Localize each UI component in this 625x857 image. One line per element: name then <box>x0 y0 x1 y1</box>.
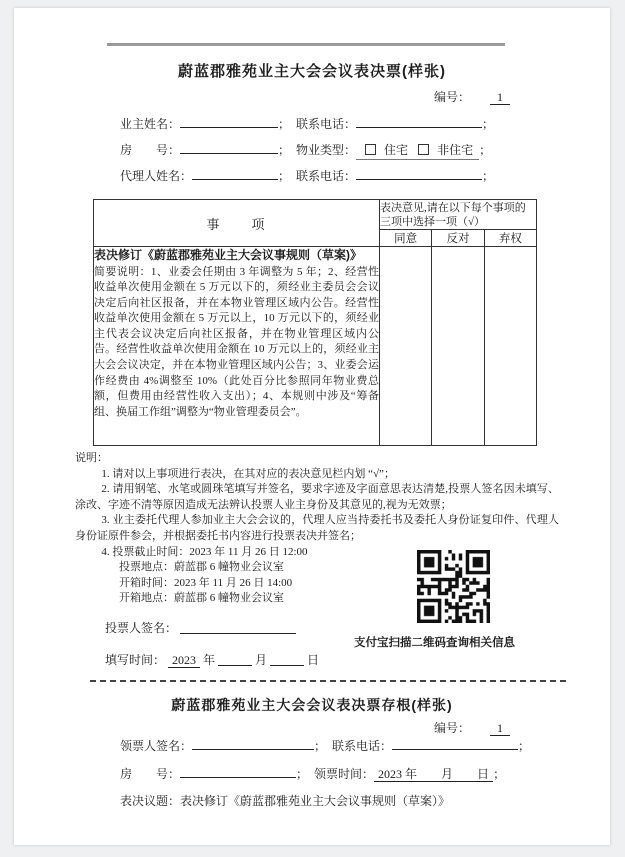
punct: ； <box>314 738 327 753</box>
option-header-abstain: 弃权 <box>484 230 536 247</box>
property-type-label: 物业类型： <box>296 143 357 157</box>
punct: ； <box>296 766 309 781</box>
owner-name-label: 业主姓名： <box>120 117 181 131</box>
vote-cell-oppose <box>432 247 484 446</box>
phone-label: 联系电话： <box>296 117 357 131</box>
owner-name-row <box>120 114 610 140</box>
note-sub-item: 开箱时间：2023 年 11 月 26 日 14:00 <box>119 576 293 589</box>
checkbox-non-residential <box>418 144 429 155</box>
topic-value: 表决修订《蔚蓝郡雅苑业主大会议事规则（草案）》 <box>180 793 451 808</box>
vote-item-description: 简要说明：1、业委会任期由 3 年调整为 5 年；2、经营性收益单次使用金额在 5 万元以下的，须经业主委员会会议决定后向社区报备，并在本物业管理区域内公告。经营性收益单次使用金额在 5 万元以上，10 万元以下的，须经业主代表会议决定后向社区报备，并在物业管理区域内公告。经营性收益单次使用金额在 10 万元以上的，须经业主大会会议决定，并在本物业管理区域内公告；3、业委会运作经费由 4%调整至 10%（此处百分比参照同年物业费总额，但费用由经营性收入支出）；4、本规则中涉及“筹备组、换届工作组”调整为“物业管理委员会”。 <box>94 265 379 418</box>
page-top-rule <box>107 43 505 46</box>
ballot-page <box>14 8 610 845</box>
option-header-oppose: 反对 <box>432 230 484 247</box>
agent-name-row <box>120 166 610 192</box>
room-row <box>120 140 610 166</box>
ballot-serial-row <box>14 88 610 105</box>
room-blank <box>180 140 278 154</box>
stub-serial-row <box>14 719 610 736</box>
vote-table <box>93 199 537 446</box>
punct: ； <box>278 117 291 131</box>
punct: ； <box>518 738 531 753</box>
room-label: 房 号： <box>120 143 181 157</box>
stub-serial-value: 1 <box>490 722 510 736</box>
receiver-sign-row <box>120 736 610 764</box>
vote-cell-abstain <box>484 247 536 446</box>
note-item: 2. 请用钢笔、水笔或圆珠笔填写并签名，要求字迹及字面意思表达清楚,投票人签名因未填写、涂改、字迹不清等原因造成无法辨认投票人业主身份及其意见的,视为无效票； <box>75 483 559 511</box>
vote-item-cell <box>94 247 380 446</box>
option-header-agree: 同意 <box>380 230 432 247</box>
day-unit: 日 <box>307 652 320 667</box>
agent-name-label: 代理人姓名： <box>120 169 193 183</box>
stub-title: 蔚蓝郡雅苑业主大会会议表决票存根(样张) <box>171 696 453 713</box>
note-item: 4. 投票截止时间：2023 年 11 月 26 日 12:00 <box>101 545 308 558</box>
topic-label: 表决议题： <box>120 793 181 808</box>
punct: ； <box>482 169 495 183</box>
note-item: 1. 请对以上事项进行表决，在其对应的表决意见栏内划 “√”； <box>101 467 395 480</box>
punct: ； <box>493 766 506 781</box>
checkbox-residential-label: 住宅 <box>384 143 409 157</box>
stub-form <box>14 736 610 820</box>
ballot-form <box>14 114 610 192</box>
fill-year-value: 2023 <box>168 654 200 668</box>
stub-phone-blank <box>392 736 518 750</box>
punct: ； <box>482 117 495 131</box>
voter-sign-blank <box>180 620 296 634</box>
fill-month-blank <box>218 652 252 666</box>
agent-phone-blank <box>356 166 482 180</box>
qr-code <box>417 550 490 623</box>
receive-time-value: 2023 年 月 日 <box>374 768 493 782</box>
tear-off-separator <box>90 680 566 682</box>
note-item: 3. 业主委托代理人参加业主大会会议的，代理人应当持委托书及委托人身份证复印件、代理人身份证原件参会，并根据委托书内容进行投票表决并签名； <box>75 514 559 542</box>
opinion-column-header: 表决意见,请在以下每个事项的三项中选择一项（√） <box>380 200 537 230</box>
checkbox-non-residential-label: 非住宅 <box>437 143 474 157</box>
punct: ； <box>278 169 291 183</box>
vote-item-title: 表决修订《蔚蓝郡雅苑业主大会议事规则（草案)》 <box>94 248 362 262</box>
stub-phone-label: 联系电话： <box>332 738 393 753</box>
serial-label: 编号： <box>433 90 470 104</box>
qr-caption: 支付宝扫描二维码查询相关信息 <box>354 637 515 649</box>
topic-row <box>120 792 610 820</box>
note-sub-item: 投票地点：蔚蓝郡 6 幢物业会议室 <box>119 561 284 574</box>
receiver-sign-label: 领票人签名： <box>120 738 193 753</box>
agent-name-blank <box>192 166 278 180</box>
year-unit: 年 <box>203 652 216 667</box>
punct: ； <box>479 143 492 157</box>
note-sub-item: 开箱地点：蔚蓝郡 6 幢物业会议室 <box>119 592 284 605</box>
voter-sign-label: 投票人签名： <box>105 620 178 635</box>
receive-time-label: 领票时间： <box>314 766 375 781</box>
fill-time-label: 填写时间： <box>105 652 166 667</box>
stub-room-label: 房 号： <box>120 766 181 781</box>
notes-heading: 说明： <box>75 452 108 464</box>
ballot-title: 蔚蓝郡雅苑业主大会会议表决票(样张) <box>178 63 446 80</box>
fill-day-blank <box>270 652 304 666</box>
stub-room-row <box>120 764 610 792</box>
serial-value: 1 <box>490 91 510 105</box>
stub-serial-label: 编号： <box>433 720 470 735</box>
agent-phone-label: 联系电话： <box>296 169 357 183</box>
vote-cell-agree <box>380 247 432 446</box>
month-unit: 月 <box>255 652 268 667</box>
punct: ； <box>278 143 291 157</box>
owner-name-blank <box>180 114 278 128</box>
receiver-sign-blank <box>192 736 314 750</box>
fill-time-row <box>105 651 610 668</box>
stub-room-blank <box>180 764 296 778</box>
property-type-options <box>356 141 479 160</box>
phone-blank <box>356 114 482 128</box>
vote-item-row <box>94 247 537 446</box>
checkbox-residential <box>365 144 376 155</box>
item-column-header: 事 项 <box>94 200 380 247</box>
